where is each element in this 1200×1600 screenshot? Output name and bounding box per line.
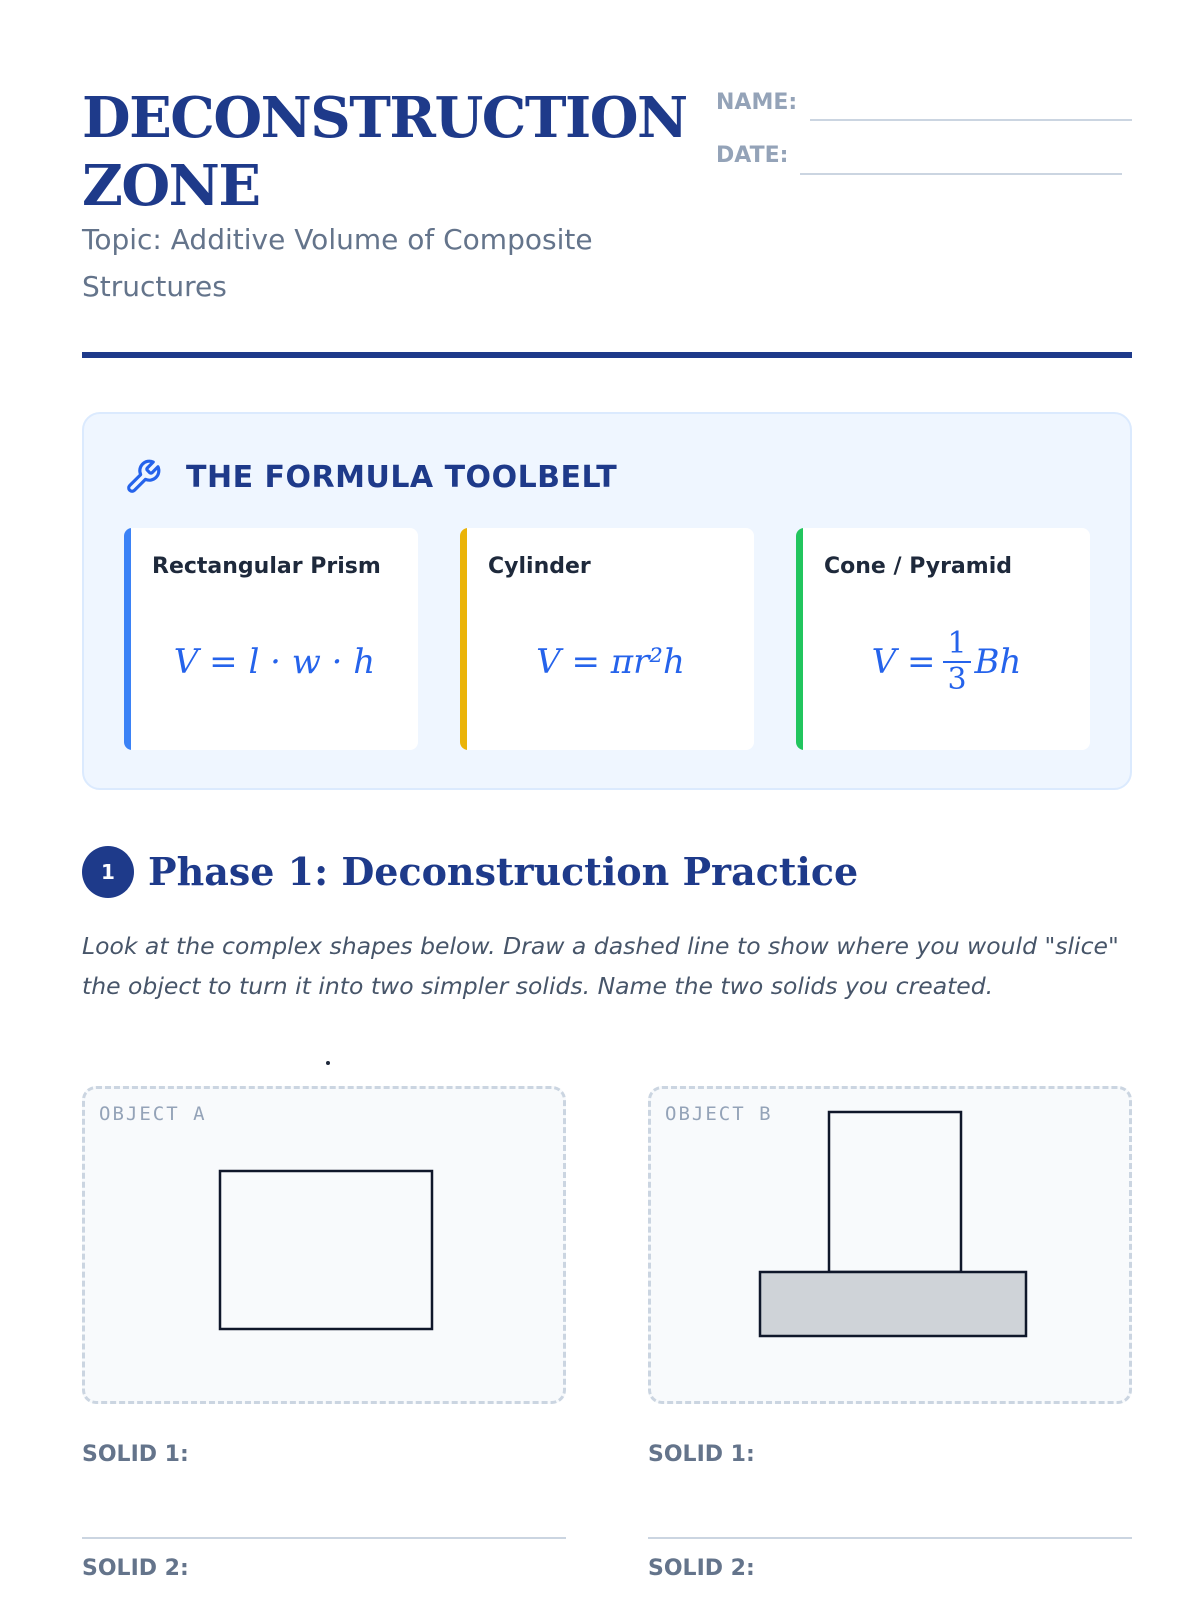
formula-cone-pyramid [803,602,1090,722]
formula-card-cylinder [460,528,754,750]
toolbelt-title: THE FORMULA TOOLBELT [186,460,618,495]
formula-toolbelt-panel [82,412,1132,790]
formula-tail: Bh [974,642,1022,682]
name-label: NAME: [716,90,798,115]
formula-card-cone-pyramid [796,528,1090,750]
object-b-solid-2-label: SOLID 2: [648,1556,755,1581]
name-field[interactable] [810,119,1132,121]
object-a-solid-2-label: SOLID 2: [82,1556,189,1581]
object-b-shape [651,1089,1135,1407]
object-label: OBJECT A [99,1103,207,1125]
card-accent-bar [460,528,467,750]
object-b-solid-1-label: SOLID 1: [648,1442,755,1467]
worksheet-title: DECONSTRUCTION ZONE [82,85,687,219]
header-divider [82,352,1132,358]
formula-card-rectangular-prism [124,528,418,750]
object-b-drawing-area[interactable] [648,1086,1132,1404]
card-accent-bar [796,528,803,750]
object-a-shape [85,1089,569,1407]
stray-dot [326,1061,330,1065]
formula-cylinder: V = πr²h [536,642,685,682]
formula-card-name: Cylinder [488,554,591,579]
object-b-solid-1-field[interactable] [648,1537,1132,1539]
date-label: DATE: [716,143,789,168]
fraction-numerator: 1 [943,627,970,663]
formula-lead: V = [871,642,936,682]
formula-rectangular-prism: V = l · w · h [173,642,376,682]
formula-card-name: Rectangular Prism [152,554,381,579]
phase-number-badge: 1 [82,846,134,898]
phase-instructions: Look at the complex shapes below. Draw a dashed line to show where you would "slice" the object to turn it into two simpler solids. Name the two solids you created. [82,932,1119,1000]
fraction [943,627,970,697]
card-accent-bar [124,528,131,750]
topic-subtitle: Topic: Additive Volume of Composite Structures [82,223,593,303]
wrench-icon [124,458,162,496]
date-field[interactable] [800,173,1122,175]
phase-title: Phase 1: Deconstruction Practice [148,849,859,894]
object-a-solid-1-field[interactable] [82,1537,566,1539]
formula-card-name: Cone / Pyramid [824,554,1012,579]
fraction-denominator: 3 [947,662,967,697]
object-a-drawing-area[interactable] [82,1086,566,1404]
object-label: OBJECT B [665,1103,773,1125]
object-a-solid-1-label: SOLID 1: [82,1442,189,1467]
